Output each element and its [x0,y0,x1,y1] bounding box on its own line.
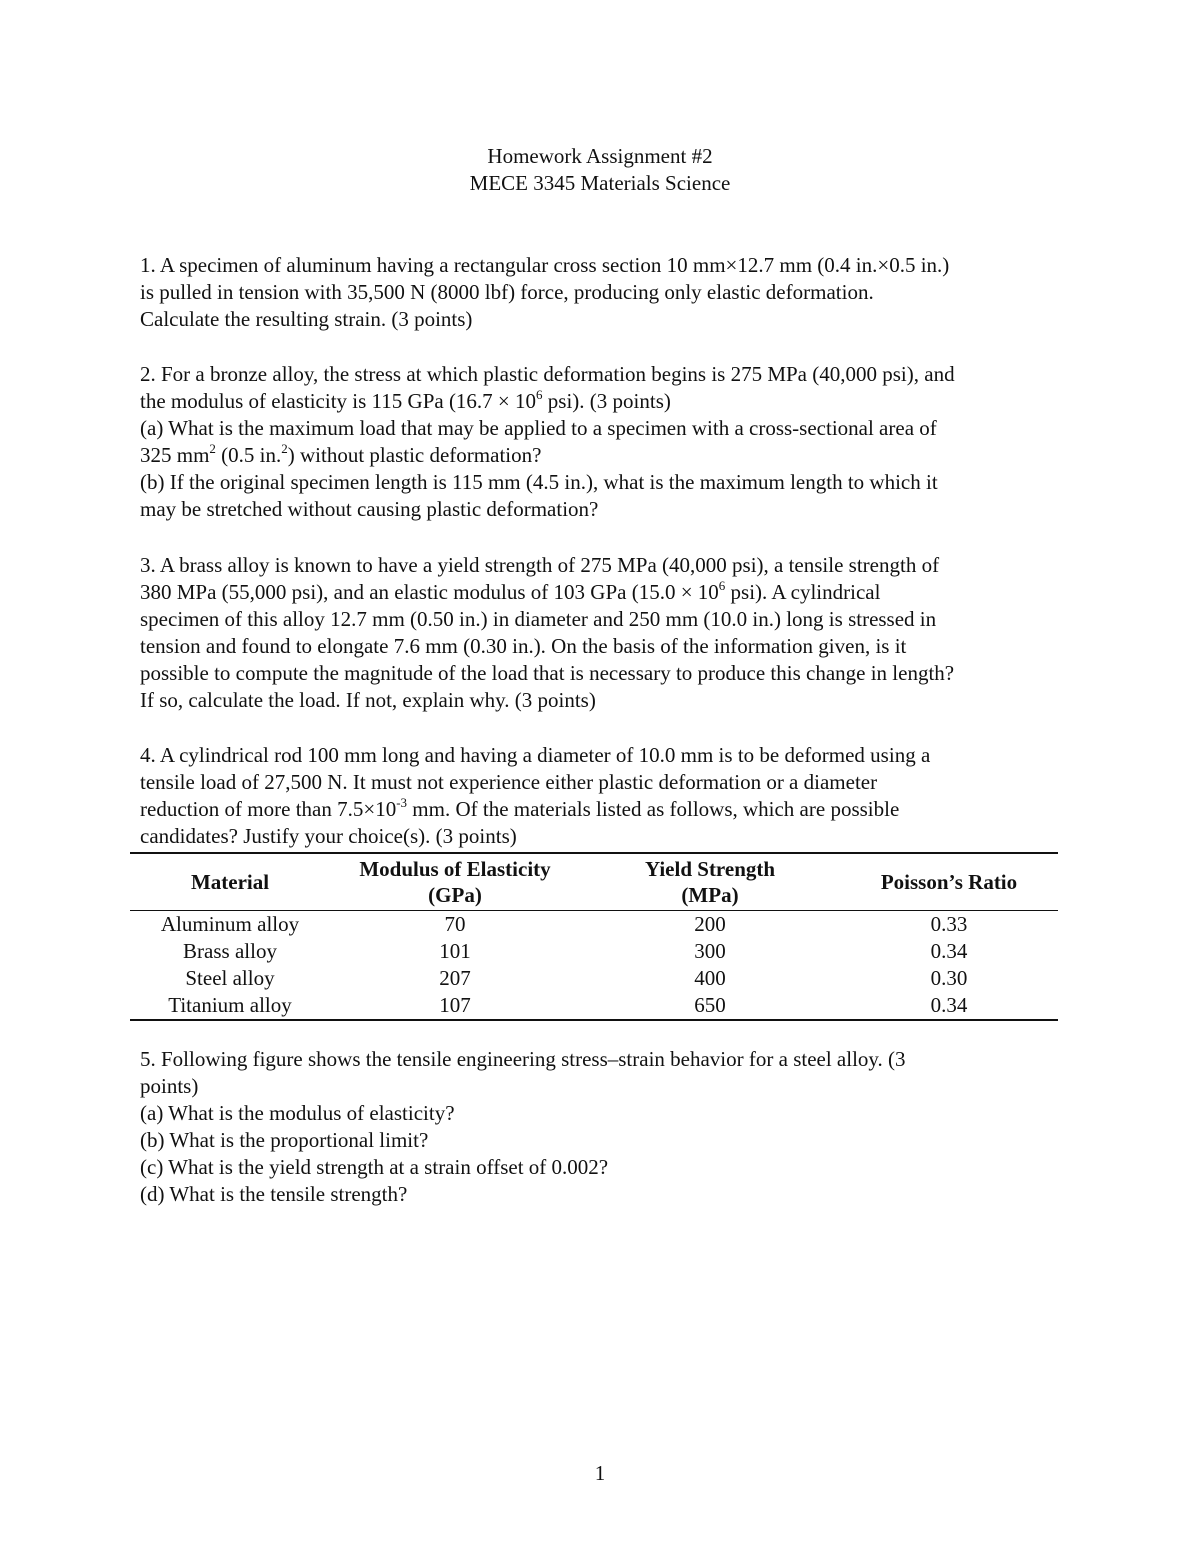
question-2-line: 325 $mm^2$ (0.5 in.$^2$) without plastic deformation? [140,441,542,467]
question-1-line: Calculate the resulting strain. (3 points) [140,307,473,331]
cell-poisson: 0.34 [930,993,968,1017]
question-5-part-c: (c) What is the yield strength at a strain offset of 0.002? [140,1155,609,1179]
question-5-part-d: (d) What is the tensile strength? [140,1182,408,1206]
question-5-line: points) [140,1074,199,1098]
page-number: 1 [594,1461,606,1485]
question-1-line: 1. A specimen of aluminum having a rectangular cross section 10 mm×12.7 mm (0.4 in.×0.5 in.) [140,253,950,277]
question-2 [140,361,1065,523]
question-4-line: 4. A cylindrical rod 100 mm long and having a diameter of 10.0 mm is to be deformed using a [140,743,931,767]
table-row [130,911,1058,939]
question-2-line: may be stretched without causing plastic deformation? [140,497,599,521]
question-3 [140,552,1065,714]
header-yield-strength: Yield Strength (MPa) [580,853,840,911]
cell-material: Brass alloy [183,939,277,963]
question-3-line: tension and found to elongate 7.6 mm (0.30 in.). On the basis of the information given, is it [140,634,907,658]
table-row [130,965,1058,992]
question-2-part-b: (b) If the original specimen length is 115 mm (4.5 in.), what is the maximum length to which it [140,470,938,494]
cell-material: Aluminum alloy [160,912,300,936]
table-header-row [130,853,1058,911]
question-1 [140,252,1065,333]
question-4-line: candidates? Justify your choice(s). (3 points) [140,824,517,848]
cell-material: Steel alloy [185,966,275,990]
materials-table [130,852,1058,1021]
materials-table-container [130,852,1058,1021]
cell-yield: 300 [694,939,726,963]
cell-modulus: 101 [439,939,471,963]
cell-yield: 200 [694,912,726,936]
question-5-line: 5. Following figure shows the tensile engineering stress–strain behavior for a steel alloy. (3 [140,1047,906,1071]
question-2-line: the modulus of elasticity is 115 GPa ($16.7 \times 10^6$ psi). (3 points) [140,387,671,413]
document-header [0,143,1200,197]
cell-yield: 650 [694,993,726,1017]
table-row [130,938,1058,965]
header-modulus: Modulus of Elasticity (GPa) [330,853,580,911]
cell-yield: 400 [694,966,726,990]
question-2-line: 2. For a bronze alloy, the stress at which plastic deformation begins is 275 MPa (40,000 psi), and [140,362,955,386]
cell-modulus: 107 [439,993,471,1017]
question-2-part-a: (a) What is the maximum load that may be applied to a specimen with a cross-sectional area of [140,416,937,440]
cell-poisson: 0.30 [930,966,968,990]
assignment-title: Homework Assignment #2 [487,144,713,168]
question-3-line: 380 MPa (55,000 psi), and an elastic modulus of 103 GPa ($15.0 \times 10^6$ psi). A cylindrical [140,578,881,604]
question-3-line: 3. A brass alloy is known to have a yield strength of 275 MPa (40,000 psi), a tensile strength of [140,553,940,577]
question-3-line: specimen of this alloy 12.7 mm (0.50 in.) in diameter and 250 mm (10.0 in.) long is stressed in [140,607,937,631]
cell-poisson: 0.34 [930,939,968,963]
cell-modulus: 207 [439,966,471,990]
question-4-line: reduction of more than $7.5\times 10^{-3}$ mm. Of the materials listed as follows, which are possible [140,795,900,821]
question-3-line: If so, calculate the load. If not, explain why. (3 points) [140,688,596,712]
header-poisson-ratio: Poisson’s Ratio [840,853,1058,911]
question-3-line: possible to compute the magnitude of the load that is necessary to produce this change in length? [140,661,955,685]
question-4-line: tensile load of 27,500 N. It must not experience either plastic deformation or a diameter [140,770,878,794]
course-title: MECE 3345 Materials Science [469,171,731,195]
question-4 [140,742,1065,850]
question-5-part-a: (a) What is the modulus of elasticity? [140,1101,455,1125]
cell-material: Titanium alloy [168,993,292,1017]
cell-modulus: 70 [444,912,466,936]
cell-poisson: 0.33 [930,912,968,936]
question-1-line: is pulled in tension with 35,500 N (8000 lbf) force, producing only elastic deformation. [140,280,874,304]
question-5-part-b: (b) What is the proportional limit? [140,1128,429,1152]
table-row [130,992,1058,1020]
header-material: Material [130,853,330,911]
question-5 [140,1046,1065,1208]
